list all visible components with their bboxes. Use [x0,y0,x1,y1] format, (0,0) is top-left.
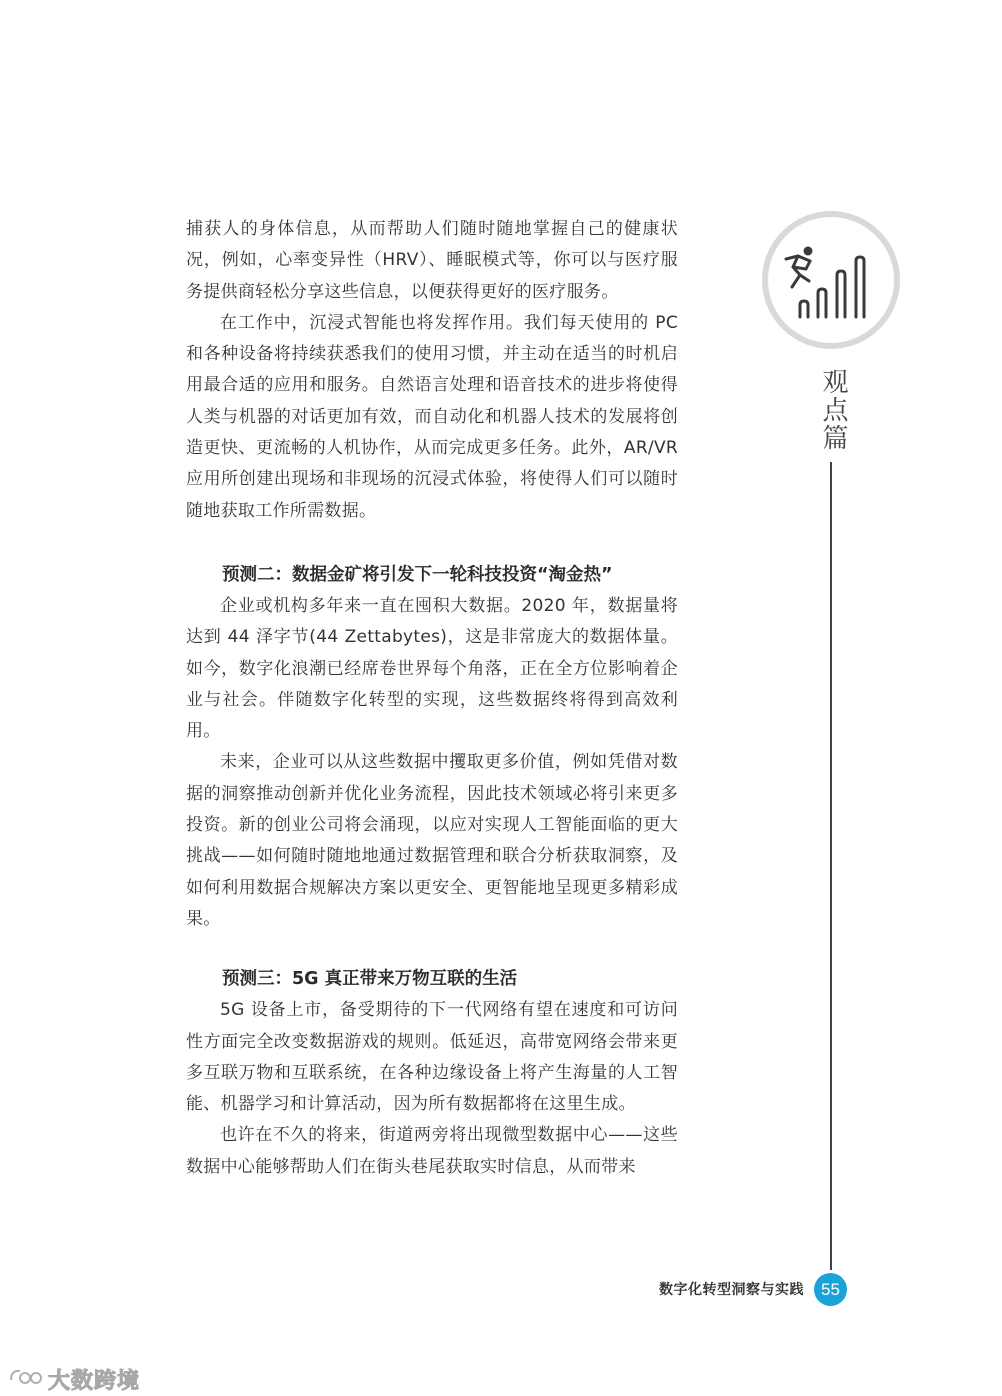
body-paragraph: 也许在不久的将来，街道两旁将出现微型数据中心——这些数据中心能够帮助人们在街头巷尾获取实时信息，从而带来 [186,1125,678,1177]
section-heading-prediction-2: 预测二：数据金矿将引发下一轮科技投资“淘金热” [222,564,613,585]
body-paragraph: 在工作中，沉浸式智能也将发挥作用。我们每天使用的 PC 和各种设备将持续获悉我们的使用习惯，并主动在适当的时机启用最合适的应用和服务。自然语言处理和语音技术的进步将使得人类与机器的对话更加有效，而自动化和机器人技术的发展将创造更快、更流畅的人机协作，从而完成更多任务。此外，AR/VR 应用所创建出现场和非现场的沉浸式体验，将使得人们可以随时随地获取工作所需数据。 [186,312,678,521]
body-paragraph: 未来，企业可以从这些数据中攫取更多价值，例如凭借对数据的洞察推动创新并优化业务流程，因此技术领域必将引来更多投资。新的创业公司将会涌现，以应对实现人工智能面临的更大挑战——如何随时随地地通过数据管理和联合分析获取洞察，及如何利用数据合规解决方案以更安全、更智能地呈现更多精彩成果。 [186,752,678,929]
watermark [8,1364,140,1395]
footer-book-title: 数字化转型洞察与实践 [659,1282,804,1298]
body-paragraph: 捕获人的身体信息，从而帮助人们随时随地掌握自己的健康状况，例如，心率变异性（HRV）、睡眠模式等，你可以与医疗服务提供商轻松分享这些信息，以便获得更好的医疗服务。 [186,219,678,302]
watermark-text: 大数跨境 [48,1369,141,1394]
main-text-column [186,214,678,1183]
watermark-logo-icon [8,1366,42,1394]
vertical-divider [830,462,832,1270]
body-paragraph: 5G 设备上市，备受期待的下一代网络有望在速度和可访问性方面完全改变数据游戏的规则。低延迟，高带宽网络会带来更多互联万物和互联系统，在各种边缘设备上将产生海量的人工智能、机器学习和计算活动，因为所有数据都将在这里生成。 [186,1000,678,1115]
body-paragraph: 企业或机构多年来一直在囤积大数据。2020 年，数据量将达到 44 泽字节(44 Zettabytes)，这是非常庞大的数据体量。如今，数字化浪潮已经席卷世界每个角落，正在全方位影响着企业与社会。伴随数字化转型的实现，这些数据终将得到高效利用。 [186,595,678,742]
section-heading-prediction-3: 预测三：5G 真正带来万物互联的生活 [222,969,518,990]
climbing-figure-bars-icon [760,209,902,351]
section-label: 观点篇 [818,368,848,452]
page-number-badge: 55 [814,1273,847,1306]
